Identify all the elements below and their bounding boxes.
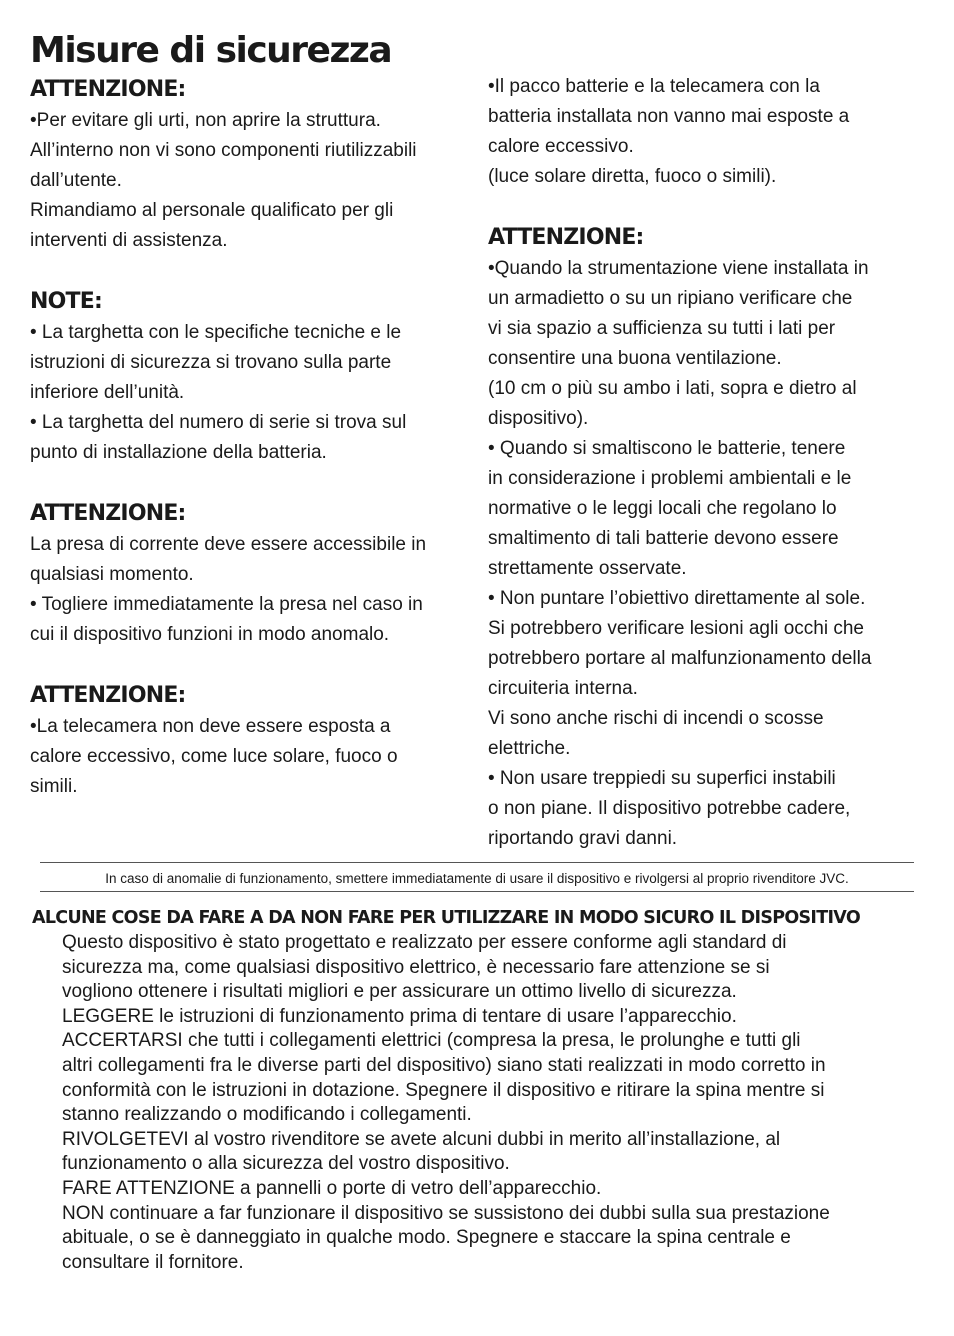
section-heading: NOTE: <box>30 289 102 314</box>
section-text: •Per evitare gli urti, non aprire la struttura. All’interno non vi sono componenti riutilizzabili dall’utente. Rimandiamo al personale qualificato per gli interventi di assistenza. <box>30 110 417 251</box>
section-heading: ATTENZIONE: <box>30 683 186 708</box>
section-text: •Quando la strumentazione viene installata in un armadietto o su un ripiano verificare che vi sia spazio a sufficienza su tutti i lati per consentire una buona ventilazione. (10 cm o più su ambo i lati, sopra e dietro al dispositivo). • Quando si smaltiscono le batterie, tenere in considerazione i problemi ambientali e le normative o le leggi locali che regolano lo smaltimento di tali batterie devono essere strettamente osservate. • Non puntare l’obiettivo direttamente al sole. Si potrebbero verificare lesioni agli occhi che potrebbero portare al malfunzionamento della circuiteria interna. Vi sono anche rischi di incendi o scosse elettriche. • Non usare treppiedi su superfici instabili o non piane. Il dispositivo potrebbe cadere, riportando gravi danni. <box>488 258 872 849</box>
section-heading: ATTENZIONE: <box>30 77 186 102</box>
left-section-warning-3 <box>30 680 476 802</box>
left-section-warning-2 <box>30 498 476 650</box>
dos-and-donts-title: ALCUNE COSE DA FARE A DA NON FARE PER UTILIZZARE IN MODO SICURO IL DISPOSITIVO <box>32 908 860 928</box>
section-heading: ATTENZIONE: <box>30 501 186 526</box>
left-section-warning-1 <box>30 74 476 256</box>
section-gap <box>488 192 928 222</box>
section-text: •La telecamera non deve essere esposta a calore eccessivo, come luce solare, fuoco o simili. <box>30 716 398 797</box>
left-section-notes <box>30 286 476 468</box>
section-text: • La targhetta con le specifiche tecniche e le istruzioni di sicurezza si trovano sulla parte inferiore dell’unità. • La targhetta del numero di serie si trova sul punto di installazione della batteria. <box>30 322 407 463</box>
dos-and-donts-text: Questo dispositivo è stato progettato e realizzato per essere conforme agli standard di sicurezza ma, come qualsiasi dispositivo elettrico, è necessario fare attenzione se si vogliono ottenere i risultati migliori e per assicurare un ottimo livello di sicurezza. LEGGERE le istruzioni di funzionamento prima di tentare di usare l’apparecchio. ACCERTARSI che tutti i collegamenti elettrici (compresa la presa, le prolunghe e tutti gli altri collegamenti fra le diverse parti del dispositivo) siano stati realizzati in modo corretto in conformità con le istruzioni in dotazione. Spegnere il dispositivo e ritirare la spina mentre si stanno realizzando o modificando i collegamenti. RIVOLGETEVI al vostro rivenditore se avete alcuni dubbi in merito all’installazione, al funzionamento o alla sicurezza del vostro dispositivo. FARE ATTENZIONE a pannelli o porte di vetro dell’apparecchio. NON continuare a far funzionare il dispositivo se sussistono dei dubbi sulla sua prestazione abituale, o se è danneggiato in qualche modo. Spegnere e staccare la spina centrale e consultare il fornitore. <box>62 932 830 1273</box>
section-text: La presa di corrente deve essere accessibile in qualsiasi momento. • Togliere immediatamente la presa nel caso in cui il dispositivo funzioni in modo anomalo. <box>30 534 427 645</box>
battery-warning-text: •Il pacco batterie e la telecamera con la batteria installata non vanno mai esposte a calore eccessivo. (luce solare diretta, fuoco o simili). <box>488 76 850 187</box>
section-heading: ATTENZIONE: <box>488 225 644 250</box>
right-column <box>488 72 928 854</box>
section-gap <box>30 256 476 286</box>
divider-top <box>40 862 914 863</box>
right-section-warning <box>488 222 928 854</box>
left-column <box>30 74 476 802</box>
page-title: Misure di sicurezza <box>30 30 392 71</box>
divider-bottom <box>40 891 914 892</box>
jvc-footnote: In caso di anomalie di funzionamento, smettere immediatamente di usare il dispositivo e rivolgersi al proprio rivenditore JVC. <box>105 871 849 886</box>
section-gap <box>30 468 476 498</box>
dos-and-donts-section <box>32 905 932 1275</box>
section-gap <box>30 650 476 680</box>
